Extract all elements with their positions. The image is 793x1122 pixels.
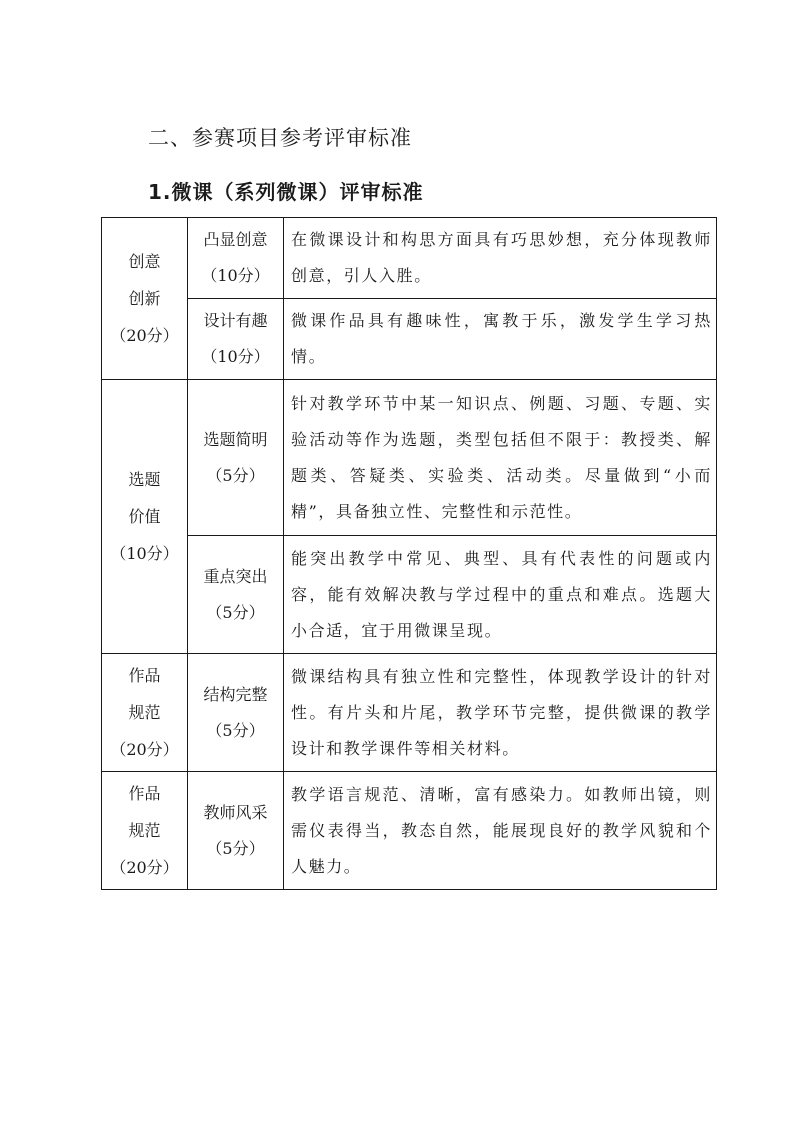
criterion-cell — [188, 299, 284, 380]
category-line: 创新 — [128, 289, 161, 308]
criteria-table — [101, 217, 717, 890]
category-score: （10分） — [110, 544, 179, 563]
criterion-description: 微课作品具有趣味性，寓教于乐，激发学生学习热情。 — [284, 299, 717, 380]
table-row — [102, 772, 717, 890]
criterion-name: 选题简明 — [203, 429, 268, 449]
criterion-score: （5分） — [206, 838, 265, 858]
criterion-cell — [188, 218, 284, 299]
criterion-description: 教学语言规范、清晰，富有感染力。如教师出镜，则需仪表得当，教态自然，能展现良好的教学风貌和个人魅力。 — [284, 772, 717, 890]
criterion-score: （10分） — [201, 266, 270, 285]
table-row — [102, 380, 717, 536]
criterion-score: （5分） — [206, 465, 265, 485]
category-line: 规范 — [128, 821, 161, 840]
category-line: 规范 — [128, 703, 161, 722]
category-line: 创意 — [128, 252, 161, 271]
criterion-cell — [188, 536, 284, 654]
category-cell — [102, 218, 188, 380]
category-cell — [102, 380, 188, 654]
criterion-cell — [188, 654, 284, 772]
table-row — [102, 536, 717, 654]
criterion-description: 在微课设计和构思方面具有巧思妙想，充分体现教师创意，引人入胜。 — [284, 218, 717, 299]
table-row — [102, 654, 717, 772]
criterion-name: 结构完整 — [203, 684, 268, 704]
category-score: （20分） — [110, 326, 179, 345]
criterion-name: 教师风采 — [203, 802, 268, 822]
table-row — [102, 218, 717, 299]
criterion-name: 设计有趣 — [203, 311, 268, 330]
criterion-score: （5分） — [206, 602, 265, 622]
sub-title: 1.微课（系列微课）评审标准 — [148, 180, 424, 204]
category-line: 选题 — [128, 470, 161, 489]
category-cell — [102, 772, 188, 890]
criterion-description: 微课结构具有独立性和完整性，体现教学设计的针对性。有片头和片尾，教学环节完整，提供微课的教学设计和教学课件等相关材料。 — [284, 654, 717, 772]
section-title: 二、参赛项目参考评审标准 — [148, 126, 412, 150]
criterion-cell — [188, 380, 284, 536]
criterion-score: （5分） — [206, 720, 265, 740]
category-line: 作品 — [128, 666, 161, 685]
category-line: 价值 — [128, 507, 161, 526]
criterion-name: 重点突出 — [203, 566, 268, 586]
table-row — [102, 299, 717, 380]
criterion-cell — [188, 772, 284, 890]
criterion-score: （10分） — [201, 347, 270, 366]
criterion-description: 能突出教学中常见、典型、具有代表性的问题或内容，能有效解决教与学过程中的重点和难点。选题大小合适，宜于用微课呈现。 — [284, 536, 717, 654]
criterion-description: 针对教学环节中某一知识点、例题、习题、专题、实验活动等作为选题，类型包括但不限于：教授类、解题类、答疑类、实验类、活动类。尽量做到“小而精”，具备独立性、完整性和示范性。 — [284, 380, 717, 536]
category-line: 作品 — [128, 784, 161, 803]
category-cell — [102, 654, 188, 772]
category-score: （20分） — [110, 858, 179, 877]
criterion-name: 凸显创意 — [203, 230, 268, 249]
category-score: （20分） — [110, 740, 179, 759]
